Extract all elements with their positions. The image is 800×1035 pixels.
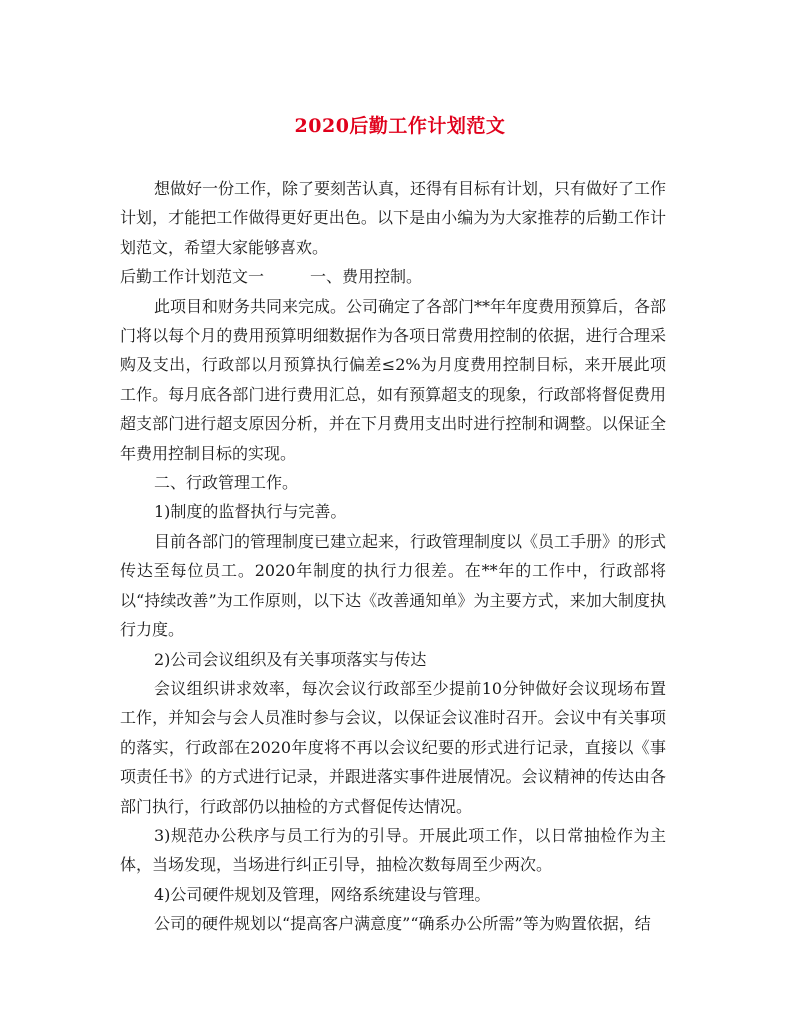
paragraph-rules: 目前各部门的管理制度已建立起来，行政管理制度以《员工手册》的形式传达至每位员工。2020年制度的执行力很差。在**年的工作中，行政部将以“持续改善”为工作原则，以下达《改善通知单》为主要方式，来加大制度执行力度。: [120, 531, 667, 640]
paragraph-meetings: 会议组织讲求效率，每次会议行政部至少提前10分钟做好会议现场布置工作，并知会与会人员准时参与会议，以保证会议准时召开。会议中有关事项的落实，行政部在2020年度将不再以会议纪要的形式进行记录，直接以《事项责任书》的方式进行记录，并跟进落实事件进展情况。会议精神的传达由各部门执行，行政部仍以抽检的方式督促传达情况。: [120, 678, 666, 816]
paragraph-hardware: 公司的硬件规划以“提高客户满意度”“确系办公所需”等为购置依据，结: [154, 914, 651, 934]
section-heading-right: 一、费用控制。: [310, 267, 423, 287]
paragraph-item-4: 4)公司硬件规划及管理，网络系统建设与管理。: [154, 884, 491, 904]
section-heading-left: 后勤工作计划范文一: [120, 267, 265, 287]
document-body: [120, 174, 666, 939]
document-title: 2020后勤工作计划范文: [294, 115, 506, 137]
paragraph-item-2: 2)公司会议组织及有关事项落实与传达: [154, 649, 427, 669]
section-heading-line: [120, 262, 666, 291]
paragraph-item-1: 1)制度的监督执行与完善。: [154, 502, 347, 522]
paragraph-admin-heading: 二、行政管理工作。: [154, 473, 299, 493]
paragraph-item-3: 3)规范办公秩序与员工行为的引导。开展此项工作，以日常抽检作为主体，当场发现，当场进行纠正引导，抽检次数每周至少两次。: [120, 825, 666, 875]
paragraph-expense-control: 此项目和财务共同来完成。公司确定了各部门**年年度费用预算后，各部门将以每个月的费用预算明细数据作为各项日常费用控制的依据，进行合理采购及支出，行政部以月预算执行偏差≤2%为月度费用控制目标，来开展此项工作。每月底各部门进行费用汇总，如有预算超支的现象，行政部将督促费用超支部门进行超支原因分析，并在下月费用支出时进行控制和调整。以保证全年费用控制目标的实现。: [120, 296, 667, 463]
intro-paragraph: 想做好一份工作，除了要刻苦认真，还得有目标有计划，只有做好了工作计划，才能把工作做得更好更出色。以下是由小编为为大家推荐的后勤工作计划范文，希望大家能够喜欢。: [120, 179, 667, 257]
